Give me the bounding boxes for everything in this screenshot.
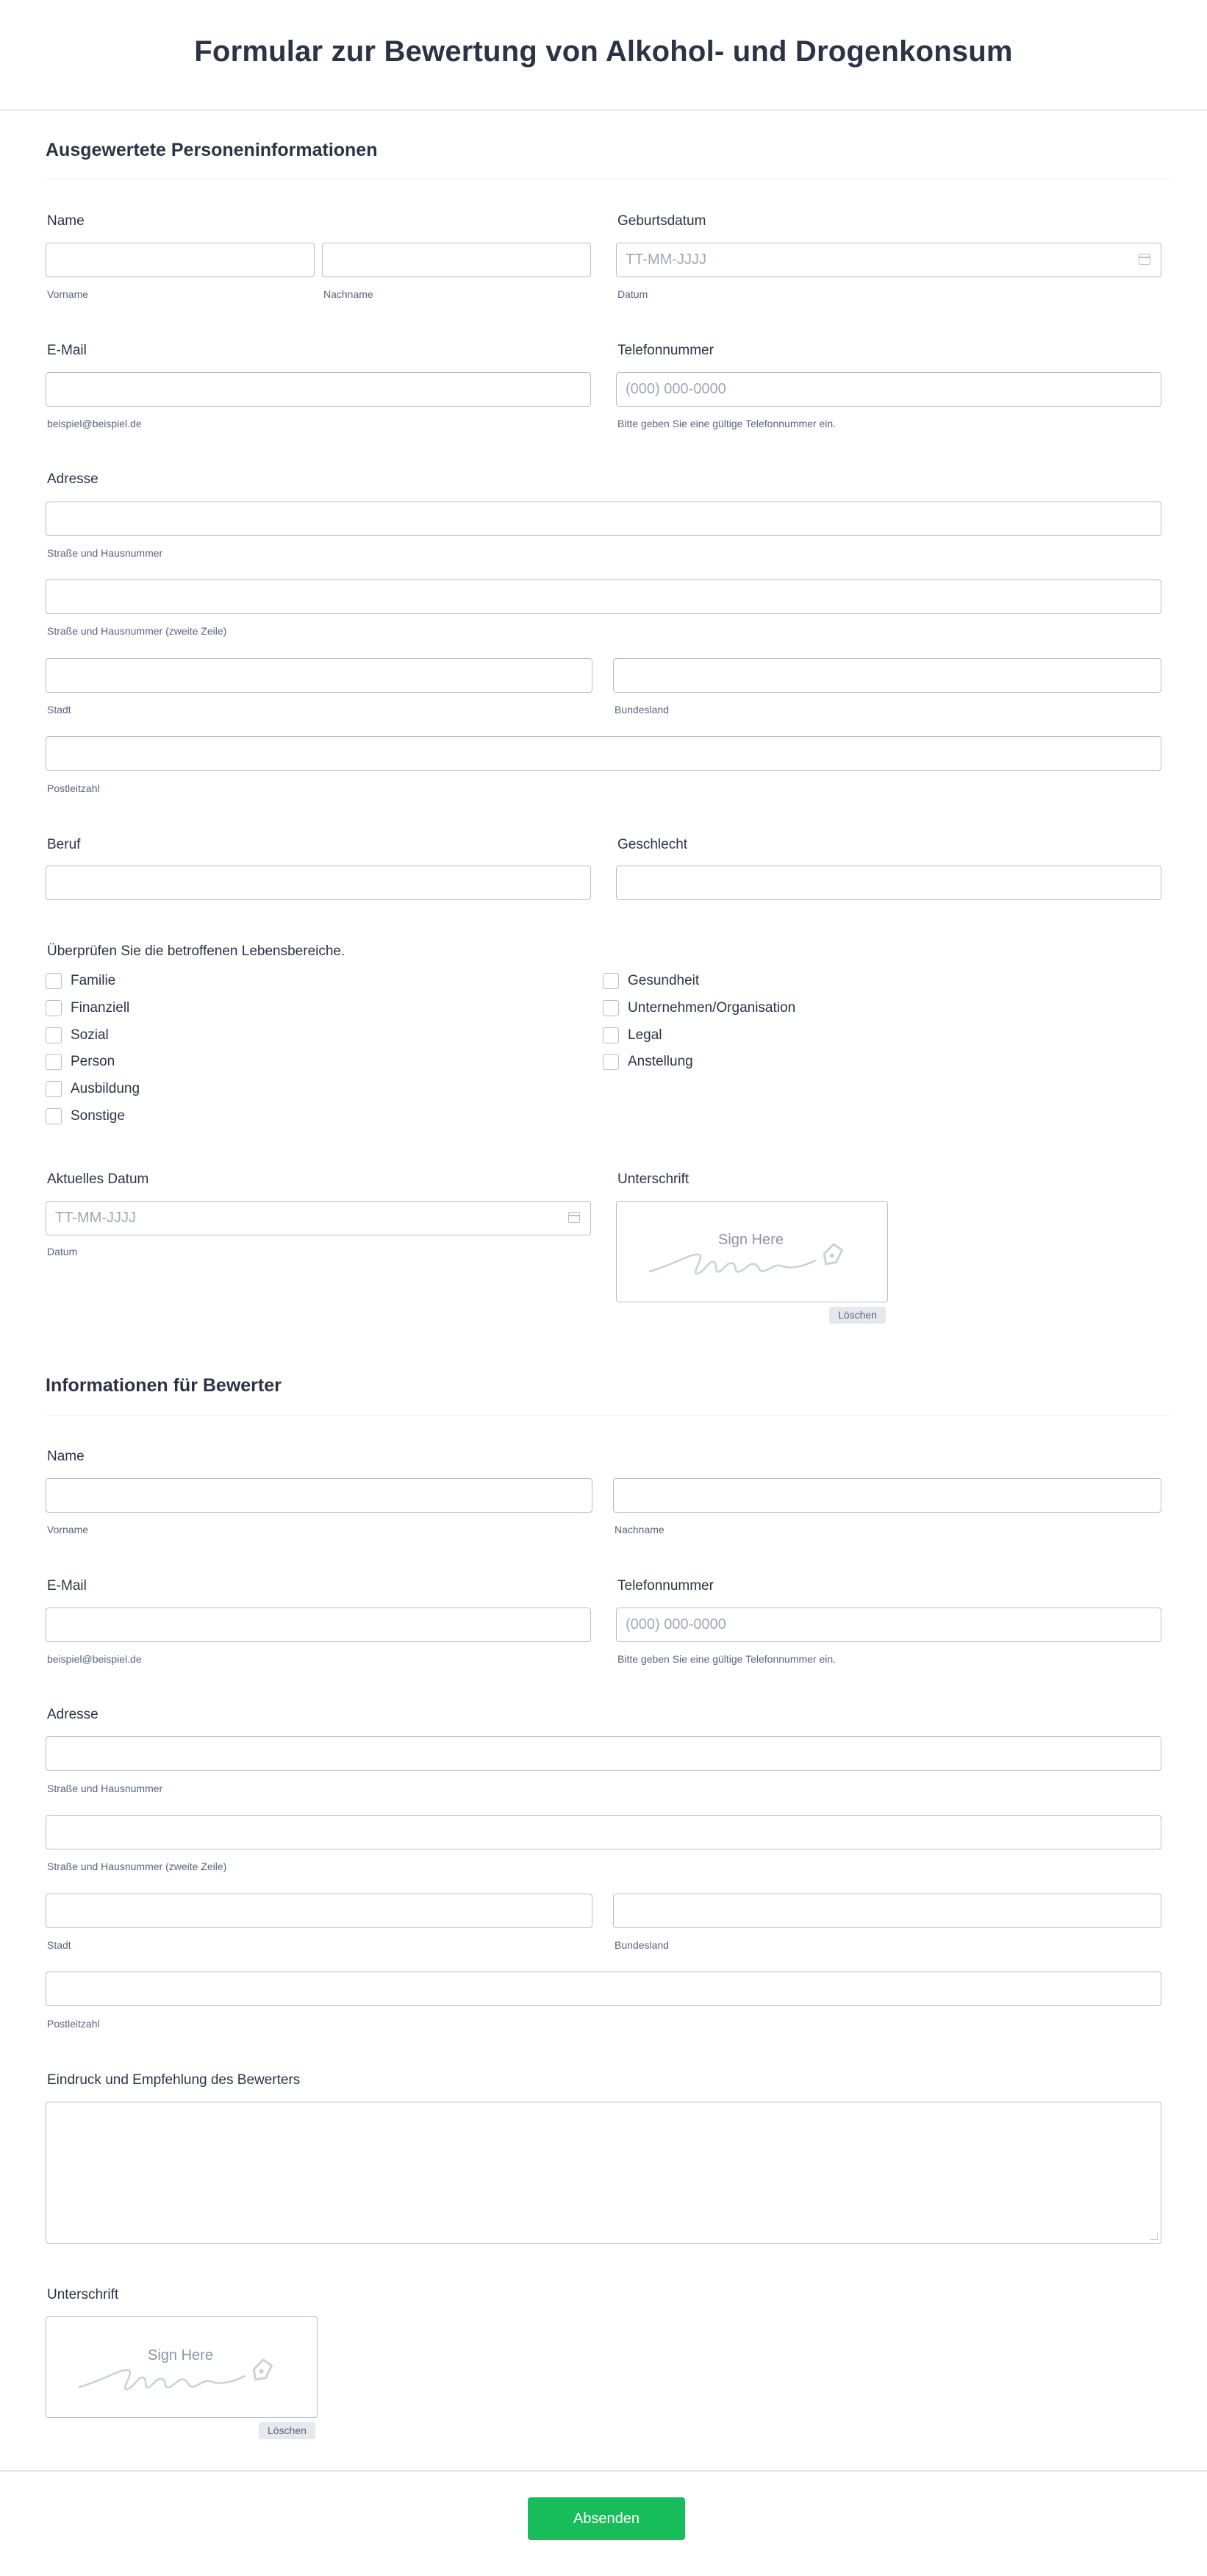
checkbox-box[interactable] [46, 1108, 62, 1124]
phone-placeholder: (000) 000-0000 [626, 381, 726, 397]
zip-sublabel: Postleitzahl [47, 782, 100, 794]
checkbox-unternehmen[interactable] [603, 999, 795, 1018]
evaluator-signature-clear-button[interactable]: Löschen [259, 2422, 315, 2439]
calendar-icon[interactable] [568, 1212, 580, 1223]
first-name-sublabel: Vorname [47, 288, 89, 300]
checkbox-anstellung[interactable] [603, 1052, 693, 1071]
signature-clear-button[interactable]: Löschen [829, 1307, 886, 1324]
checkbox-box[interactable] [46, 1000, 62, 1016]
checkbox-box[interactable] [46, 1027, 62, 1043]
section-title-person: Ausgewertete Personeninformationen [46, 140, 378, 160]
birthdate-input[interactable] [616, 243, 1161, 277]
checkbox-sozial[interactable] [46, 1026, 109, 1045]
resize-grip-icon[interactable] [1150, 2233, 1158, 2240]
section-title-evaluator: Informationen für Bewerter [46, 1375, 282, 1396]
phone-sublabel: Bitte geben Sie eine gültige Telefonnummer ein. [617, 418, 837, 429]
evaluator-state-input[interactable] [613, 1894, 1161, 1928]
checkbox-familie[interactable] [46, 971, 115, 991]
first-name-input[interactable] [46, 243, 315, 277]
form-title: Formular zur Bewertung von Alkohol- und Drogenkonsum [194, 35, 1013, 68]
signature-hint: Sign Here [718, 1232, 784, 1248]
evaluator-name-label: Name [47, 1449, 85, 1464]
state-input[interactable] [613, 658, 1161, 693]
checkbox-label: Sonstige [71, 1108, 125, 1124]
evaluator-signature-pad[interactable] [46, 2316, 318, 2418]
phone-input[interactable] [616, 372, 1161, 407]
evaluator-signature-label: Unterschrift [47, 2287, 119, 2302]
areas-label: Überprüfen Sie die betroffenen Lebensbereiche. [47, 943, 345, 959]
checkbox-ausbildung[interactable] [46, 1080, 140, 1099]
checkbox-gesundheit[interactable] [603, 971, 699, 991]
evaluator-email-sublabel: beispiel@beispiel.de [47, 1653, 142, 1665]
checkbox-label: Ausbildung [71, 1081, 140, 1096]
name-label: Name [47, 213, 85, 229]
evaluator-street-sublabel: Straße und Hausnummer [47, 1783, 163, 1794]
signature-scribble-icon [76, 2354, 296, 2398]
state-sublabel: Bundesland [615, 704, 669, 716]
impression-label: Eindruck und Empfehlung des Bewerters [47, 2072, 301, 2088]
evaluator-street-input[interactable] [46, 1736, 1161, 1771]
last-name-sublabel: Nachname [323, 288, 373, 300]
street-sublabel: Straße und Hausnummer [47, 547, 163, 559]
checkbox-box[interactable] [46, 1081, 62, 1097]
checkbox-box[interactable] [603, 973, 619, 989]
checkbox-label: Gesundheit [628, 973, 700, 988]
evaluator-zip-sublabel: Postleitzahl [47, 2018, 100, 2030]
evaluator-first-name-sublabel: Vorname [47, 1524, 89, 1535]
email-input[interactable] [46, 372, 591, 407]
last-name-input[interactable] [322, 243, 591, 277]
calendar-icon[interactable] [1139, 254, 1150, 265]
current-date-placeholder: TT-MM-JJJJ [55, 1210, 136, 1226]
evaluator-street2-input[interactable] [46, 1815, 1161, 1849]
evaluator-signature-hint: Sign Here [148, 2347, 213, 2363]
footer-divider [0, 2470, 1207, 2472]
city-input[interactable] [46, 658, 592, 693]
signature-scribble-icon [646, 1238, 867, 1282]
evaluator-state-sublabel: Bundesland [615, 1939, 669, 1951]
impression-textarea[interactable] [46, 2102, 1161, 2244]
checkbox-label: Anstellung [628, 1054, 693, 1069]
birthdate-sublabel: Datum [617, 288, 648, 300]
section-divider [46, 1415, 1170, 1416]
city-sublabel: Stadt [47, 704, 71, 716]
current-date-input[interactable] [46, 1201, 591, 1235]
signature-label: Unterschrift [617, 1171, 690, 1187]
checkbox-label: Legal [628, 1027, 662, 1043]
phone-label: Telefonnummer [617, 343, 714, 358]
zip-input[interactable] [46, 736, 1161, 771]
checkbox-label: Unternehmen/Organisation [628, 1000, 796, 1016]
checkbox-sonstige[interactable] [46, 1107, 125, 1126]
checkbox-label: Familie [71, 973, 116, 988]
checkbox-box[interactable] [603, 1054, 619, 1070]
section-divider [46, 179, 1170, 180]
checkbox-box[interactable] [603, 1027, 619, 1043]
birthdate-label: Geburtsdatum [617, 213, 706, 229]
evaluator-address-label: Adresse [47, 1707, 99, 1722]
evaluator-phone-label: Telefonnummer [617, 1578, 714, 1594]
evaluator-street2-sublabel: Straße und Hausnummer (zweite Zeile) [47, 1860, 227, 1872]
evaluator-email-label: E-Mail [47, 1578, 87, 1594]
evaluator-last-name-input[interactable] [613, 1478, 1161, 1513]
evaluator-zip-input[interactable] [46, 1972, 1161, 2006]
evaluator-phone-sublabel: Bitte geben Sie eine gültige Telefonnummer ein. [617, 1653, 837, 1665]
checkbox-person[interactable] [46, 1052, 115, 1071]
street2-sublabel: Straße und Hausnummer (zweite Zeile) [47, 625, 227, 637]
job-label: Beruf [47, 837, 81, 852]
form-header [0, 0, 1207, 111]
current-date-label: Aktuelles Datum [47, 1171, 149, 1187]
submit-button[interactable]: Absenden [528, 2497, 685, 2540]
checkbox-label: Sozial [71, 1027, 109, 1043]
email-label: E-Mail [47, 343, 87, 358]
job-input[interactable] [46, 866, 591, 900]
checkbox-box[interactable] [46, 973, 62, 989]
street-input[interactable] [46, 502, 1161, 536]
evaluator-last-name-sublabel: Nachname [615, 1524, 665, 1535]
gender-input[interactable] [616, 866, 1161, 900]
address-label: Adresse [47, 471, 99, 487]
evaluator-first-name-input[interactable] [46, 1478, 592, 1513]
checkbox-label: Finanziell [71, 1000, 130, 1016]
email-sublabel: beispiel@beispiel.de [47, 418, 142, 429]
birthdate-placeholder: TT-MM-JJJJ [626, 251, 706, 268]
signature-pad[interactable] [616, 1201, 888, 1302]
checkbox-finanziell[interactable] [46, 999, 129, 1018]
checkbox-box[interactable] [603, 1000, 619, 1016]
evaluator-city-sublabel: Stadt [47, 1939, 71, 1951]
checkbox-label: Person [71, 1054, 115, 1069]
gender-label: Geschlecht [617, 837, 688, 852]
checkbox-legal[interactable] [603, 1026, 662, 1045]
evaluator-phone-input[interactable] [616, 1608, 1161, 1642]
current-date-sublabel: Datum [47, 1246, 78, 1257]
evaluator-phone-placeholder: (000) 000-0000 [626, 1616, 726, 1633]
street2-input[interactable] [46, 579, 1161, 614]
evaluator-city-input[interactable] [46, 1894, 592, 1928]
checkbox-box[interactable] [46, 1054, 62, 1070]
evaluator-email-input[interactable] [46, 1608, 591, 1642]
